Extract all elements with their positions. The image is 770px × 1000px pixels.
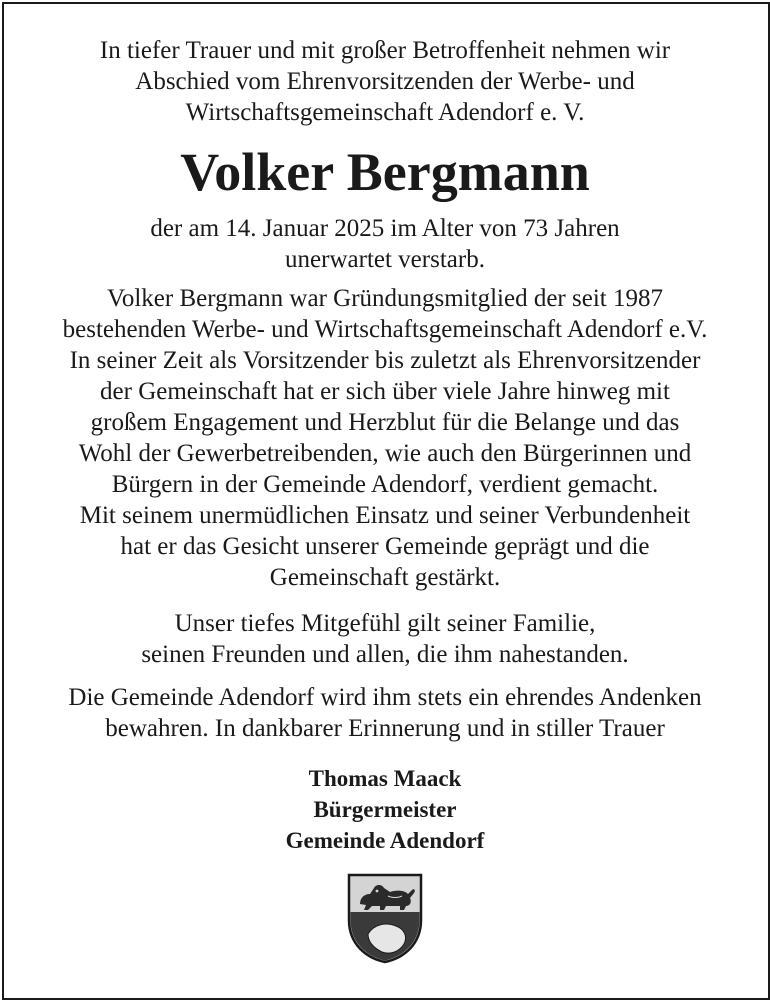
sympathy-line: seinen Freunden und allen, die ihm nahestanden. (141, 641, 629, 668)
municipal-coat-of-arms-icon (346, 872, 424, 964)
bio-line: großem Engagement und Herzblut für die Belange und das (90, 409, 680, 436)
deceased-name: Volker Bergmann (180, 142, 590, 202)
intro-line: Wirtschaftsgemeinschaft Adendorf e. V. (185, 99, 585, 126)
death-line: der am 14. Januar 2025 im Alter von 73 Jahren (150, 215, 620, 242)
bio-line: Gemeinschaft gestärkt. (269, 564, 501, 591)
signature-block (0, 763, 770, 856)
intro-paragraph (0, 35, 770, 128)
bio-line: hat er das Gesicht unserer Gemeinde geprägt und die (120, 533, 650, 560)
signatory-organization: Gemeinde Adendorf (285, 828, 485, 853)
closing-paragraph (0, 682, 770, 744)
sympathy-paragraph (0, 608, 770, 670)
bio-line: Bürgern in der Gemeinde Adendorf, verdient gemacht. (111, 471, 659, 498)
bio-line: Volker Bergmann war Gründungsmitglied der seit 1987 (107, 285, 663, 312)
biography-paragraph (0, 283, 770, 593)
closing-line: Die Gemeinde Adendorf wird ihm stets ein ehrendes Andenken (68, 684, 702, 711)
bio-line: Mit seinem unermüdlichen Einsatz und seiner Verbundenheit (79, 502, 691, 529)
bio-line: der Gemeinschaft hat er sich über viele Jahre hinweg mit (100, 378, 670, 405)
intro-line: Abschied vom Ehrenvorsitzenden der Werbe- und (135, 68, 635, 95)
signatory-title: Bürgermeister (313, 797, 457, 822)
intro-line: In tiefer Trauer und mit großer Betroffenheit nehmen wir (99, 37, 671, 64)
bio-line: bestehenden Werbe- und Wirtschaftsgemeinschaft Adendorf e.V. (62, 316, 708, 343)
sympathy-line: Unser tiefes Mitgefühl gilt seiner Familie, (174, 610, 596, 637)
death-notice (0, 213, 770, 275)
death-line: unerwartet verstarb. (285, 246, 485, 273)
signatory-name: Thomas Maack (308, 766, 462, 791)
bio-line: In seiner Zeit als Vorsitzender bis zuletzt als Ehrenvorsitzender (69, 347, 701, 374)
closing-line: bewahren. In dankbarer Erinnerung und in stiller Trauer (105, 715, 665, 742)
bio-line: Wohl der Gewerbetreibenden, wie auch den Bürgerinnen und (78, 440, 692, 467)
